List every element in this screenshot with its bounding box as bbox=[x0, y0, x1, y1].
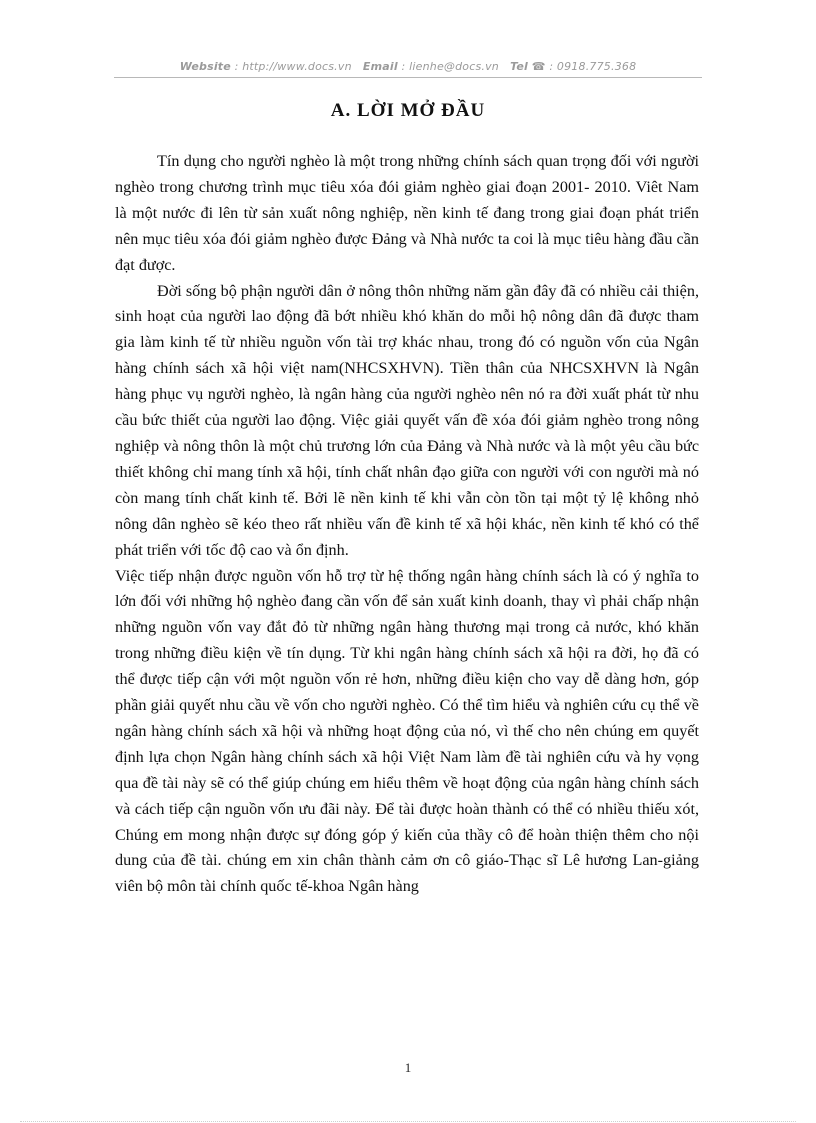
page-header bbox=[0, 60, 816, 73]
email-label: Email bbox=[362, 60, 398, 73]
paragraph-3: Việc tiếp nhận được nguồn vốn hỗ trợ từ hệ thống ngân hàng chính sách là có ý nghĩa to lớn đối với những hộ nghèo đang cần vốn để sản xuất kinh doanh, thay vì phải chấp nhận những nguồn vốn vay đắt đỏ từ những ngân hàng thương mại trong cả nước, khó khăn trong những điều kiện về tín dụng. Từ khi ngân hàng chính sách xã hội ra đời, họ đã có thể được tiếp cận với một nguồn vốn rẻ hơn, những điều kiện cho vay dễ dàng hơn, góp phần giải quyết nhu cầu về vốn cho người nghèo. Có thể tìm hiểu và nghiên cứu cụ thể về ngân hàng chính sách xã hội và những hoạt động của nó, vì thế cho nên chúng em quyết định lựa chọn Ngân hàng chính sách xã hội Việt Nam làm đề tài nghiên cứu và hy vọng qua đề tài này sẽ có thể giúp chúng em hiểu thêm về hoạt động của ngân hàng chính sách và cách tiếp cận nguồn vốn ưu đãi này. Để tài được hoàn thành có thể có nhiều thiếu xót, Chúng em mong nhận được sự đóng góp ý kiến của thầy cô để hoàn thiện thêm cho nội dung của đề tài. chúng em xin chân thành cảm ơn cô giáo-Thạc sĩ Lê hương Lan-giảng viên bộ môn tài chính quốc tế-khoa Ngân hàng bbox=[115, 566, 699, 896]
document-body bbox=[115, 149, 699, 900]
page-number: 1 bbox=[404, 1060, 412, 1075]
phone-icon: ☎ bbox=[531, 60, 546, 73]
website-label: Website bbox=[179, 60, 231, 73]
tel-label: Tel bbox=[510, 60, 528, 73]
paragraph-2: Đời sống bộ phận người dân ở nông thôn những năm gần đây đã có nhiều cải thiện, sinh hoạt của người lao động đã bớt nhiều khó khăn do mỗi hộ nông dân đã được tham gia làm kinh tế từ nhiều nguồn vốn tài trợ khác nhau, trong đó có nguồn vốn của Ngân hàng chính sách xã hội việt nam(NHCSXHVN). Tiền thân của NHCSXHVN là Ngân hàng phục vụ người nghèo, là ngân hàng của người nghèo nên nó ra đời xuất phát từ nhu cầu bức thiết của người lao động. Việc giải quyết vấn đề xóa đói giảm nghèo trong nông nghiệp và nông thôn là một chủ trương lớn của Đảng và Nhà nước và là một yêu cầu bức thiết không chỉ mang tính xã hội, tính chất nhân đạo giữa con người với con người mà nó còn mang tính chất kinh tế. Bởi lẽ nền kinh tế khi vẫn còn tồn tại một tỷ lệ không nhỏ nông dân nghèo sẽ kéo theo rất nhiều vấn đề kinh tế xã hội khác, nền kinh tế khó có thể phát triển với tốc độ cao và ổn định. bbox=[115, 281, 699, 559]
tel-value: : 0918.775.368 bbox=[549, 60, 637, 73]
page-bottom-border bbox=[20, 1121, 796, 1122]
email-value: : lienhe@docs.vn bbox=[401, 60, 499, 73]
header-divider bbox=[114, 77, 702, 78]
website-value: : http://www.docs.vn bbox=[234, 60, 352, 73]
paragraph-1: Tín dụng cho người nghèo là một trong những chính sách quan trọng đối với người nghèo trong chương trình mục tiêu xóa đói giảm nghèo giai đoạn 2001- 2010. Viêt Nam là một nước đi lên từ sản xuất nông nghiệp, nền kinh tế đang trong giai đoạn phát triển nên mục tiêu xóa đói giảm nghèo được Đảng và Nhà nước ta coi là mục tiêu hàng đầu cần đạt được. bbox=[115, 152, 699, 274]
page-title: A. LỜI MỞ ĐẦU bbox=[330, 100, 486, 121]
